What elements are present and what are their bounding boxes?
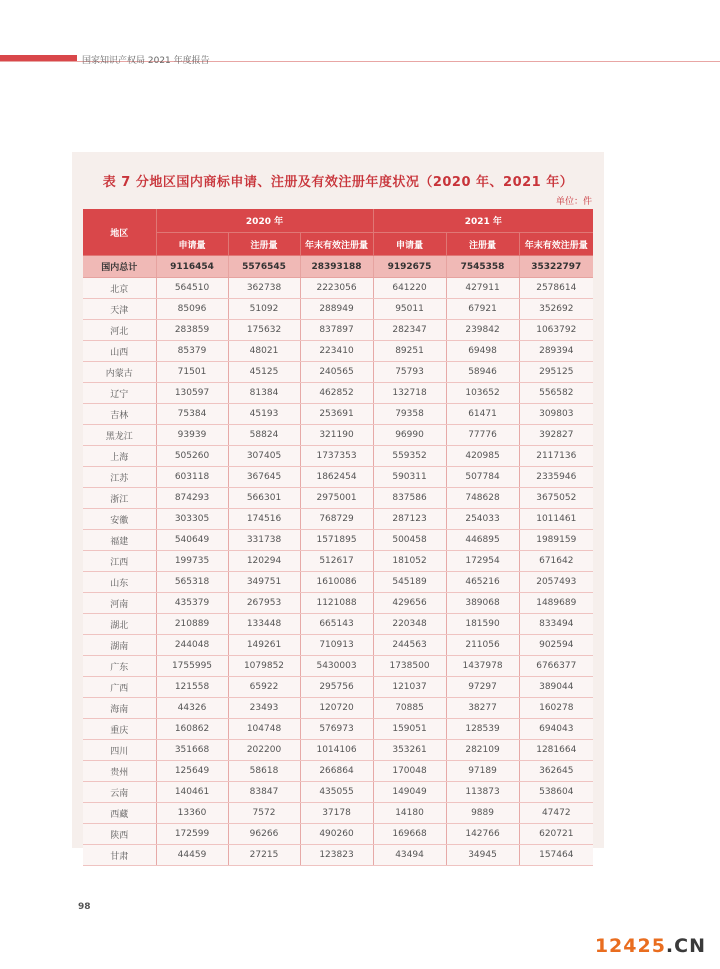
value-cell: 287123 bbox=[373, 509, 446, 530]
table-row bbox=[83, 572, 593, 593]
table-row bbox=[83, 698, 593, 719]
value-cell: 44326 bbox=[156, 698, 228, 719]
region-cell: 贵州 bbox=[83, 761, 156, 782]
table-row bbox=[83, 383, 593, 404]
region-cell: 重庆 bbox=[83, 719, 156, 740]
value-cell: 43494 bbox=[373, 845, 446, 866]
value-cell: 321190 bbox=[300, 425, 373, 446]
value-cell: 48021 bbox=[228, 341, 300, 362]
value-cell: 874293 bbox=[156, 488, 228, 509]
value-cell: 96990 bbox=[373, 425, 446, 446]
value-cell: 45193 bbox=[228, 404, 300, 425]
column-header: 注册量 bbox=[446, 233, 519, 256]
value-cell: 95011 bbox=[373, 299, 446, 320]
value-cell: 223410 bbox=[300, 341, 373, 362]
year-header-2021: 2021 年 bbox=[373, 209, 593, 233]
value-cell: 267953 bbox=[228, 593, 300, 614]
table-row bbox=[83, 740, 593, 761]
value-cell: 540649 bbox=[156, 530, 228, 551]
value-cell: 295756 bbox=[300, 677, 373, 698]
value-cell: 83847 bbox=[228, 782, 300, 803]
value-cell: 1437978 bbox=[446, 656, 519, 677]
value-cell: 353261 bbox=[373, 740, 446, 761]
value-cell: 239842 bbox=[446, 320, 519, 341]
region-cell: 福建 bbox=[83, 530, 156, 551]
value-cell: 288949 bbox=[300, 299, 373, 320]
value-cell: 121558 bbox=[156, 677, 228, 698]
value-cell: 309803 bbox=[519, 404, 593, 425]
column-header: 申请量 bbox=[156, 233, 228, 256]
region-cell: 甘肃 bbox=[83, 845, 156, 866]
value-cell: 85379 bbox=[156, 341, 228, 362]
value-cell: 77776 bbox=[446, 425, 519, 446]
table-body bbox=[83, 256, 593, 866]
value-cell: 37178 bbox=[300, 803, 373, 824]
table-row bbox=[83, 593, 593, 614]
table-row bbox=[83, 530, 593, 551]
value-cell: 67921 bbox=[446, 299, 519, 320]
value-cell: 507784 bbox=[446, 467, 519, 488]
value-cell: 9116454 bbox=[156, 256, 228, 278]
value-cell: 1737353 bbox=[300, 446, 373, 467]
value-cell: 23493 bbox=[228, 698, 300, 719]
value-cell: 1571895 bbox=[300, 530, 373, 551]
value-cell: 352692 bbox=[519, 299, 593, 320]
value-cell: 75384 bbox=[156, 404, 228, 425]
value-cell: 170048 bbox=[373, 761, 446, 782]
table-row bbox=[83, 761, 593, 782]
value-cell: 389044 bbox=[519, 677, 593, 698]
table-title: 表 7 分地区国内商标申请、注册及有效注册年度状况（2020 年、2021 年） bbox=[102, 175, 574, 190]
value-cell: 2335946 bbox=[519, 467, 593, 488]
year-header-2020: 2020 年 bbox=[156, 209, 373, 233]
table-row bbox=[83, 719, 593, 740]
table-row bbox=[83, 278, 593, 299]
value-cell: 500458 bbox=[373, 530, 446, 551]
table-row bbox=[83, 614, 593, 635]
trademark-table bbox=[83, 209, 593, 866]
value-cell: 1014106 bbox=[300, 740, 373, 761]
value-cell: 1011461 bbox=[519, 509, 593, 530]
value-cell: 1281664 bbox=[519, 740, 593, 761]
value-cell: 181052 bbox=[373, 551, 446, 572]
value-cell: 665143 bbox=[300, 614, 373, 635]
region-cell: 湖南 bbox=[83, 635, 156, 656]
value-cell: 465216 bbox=[446, 572, 519, 593]
value-cell: 113873 bbox=[446, 782, 519, 803]
value-cell: 748628 bbox=[446, 488, 519, 509]
value-cell: 51092 bbox=[228, 299, 300, 320]
value-cell: 169668 bbox=[373, 824, 446, 845]
region-cell: 北京 bbox=[83, 278, 156, 299]
table-row bbox=[83, 425, 593, 446]
value-cell: 349751 bbox=[228, 572, 300, 593]
value-cell: 13360 bbox=[156, 803, 228, 824]
column-header: 年末有效注册量 bbox=[519, 233, 593, 256]
value-cell: 694043 bbox=[519, 719, 593, 740]
value-cell: 556582 bbox=[519, 383, 593, 404]
value-cell: 65922 bbox=[228, 677, 300, 698]
table-row bbox=[83, 803, 593, 824]
table-row bbox=[83, 782, 593, 803]
column-header: 注册量 bbox=[228, 233, 300, 256]
value-cell: 576973 bbox=[300, 719, 373, 740]
value-cell: 123823 bbox=[300, 845, 373, 866]
value-cell: 149049 bbox=[373, 782, 446, 803]
value-cell: 641220 bbox=[373, 278, 446, 299]
table-row bbox=[83, 635, 593, 656]
value-cell: 34945 bbox=[446, 845, 519, 866]
unit-label: 单位：件 bbox=[555, 197, 592, 207]
region-cell: 西藏 bbox=[83, 803, 156, 824]
value-cell: 133448 bbox=[228, 614, 300, 635]
value-cell: 3675052 bbox=[519, 488, 593, 509]
value-cell: 1610086 bbox=[300, 572, 373, 593]
value-cell: 75793 bbox=[373, 362, 446, 383]
value-cell: 429656 bbox=[373, 593, 446, 614]
value-cell: 120294 bbox=[228, 551, 300, 572]
table-row bbox=[83, 446, 593, 467]
value-cell: 28393188 bbox=[300, 256, 373, 278]
value-cell: 160278 bbox=[519, 698, 593, 719]
value-cell: 44459 bbox=[156, 845, 228, 866]
value-cell: 282109 bbox=[446, 740, 519, 761]
value-cell: 253691 bbox=[300, 404, 373, 425]
column-header: 申请量 bbox=[373, 233, 446, 256]
value-cell: 367645 bbox=[228, 467, 300, 488]
value-cell: 58618 bbox=[228, 761, 300, 782]
table-row bbox=[83, 362, 593, 383]
value-cell: 283859 bbox=[156, 320, 228, 341]
value-cell: 103652 bbox=[446, 383, 519, 404]
value-cell: 462852 bbox=[300, 383, 373, 404]
value-cell: 1755995 bbox=[156, 656, 228, 677]
value-cell: 603118 bbox=[156, 467, 228, 488]
watermark-tld: CN bbox=[674, 935, 706, 957]
watermark-dot: . bbox=[665, 935, 675, 957]
value-cell: 392827 bbox=[519, 425, 593, 446]
region-cell: 内蒙古 bbox=[83, 362, 156, 383]
region-cell: 国内总计 bbox=[83, 256, 156, 278]
value-cell: 157464 bbox=[519, 845, 593, 866]
value-cell: 2223056 bbox=[300, 278, 373, 299]
value-cell: 2975001 bbox=[300, 488, 373, 509]
value-cell: 85096 bbox=[156, 299, 228, 320]
value-cell: 446895 bbox=[446, 530, 519, 551]
value-cell: 27215 bbox=[228, 845, 300, 866]
value-cell: 104748 bbox=[228, 719, 300, 740]
table-row bbox=[83, 509, 593, 530]
value-cell: 671642 bbox=[519, 551, 593, 572]
value-cell: 420985 bbox=[446, 446, 519, 467]
region-cell: 安徽 bbox=[83, 509, 156, 530]
value-cell: 58824 bbox=[228, 425, 300, 446]
table-row bbox=[83, 341, 593, 362]
value-cell: 1063792 bbox=[519, 320, 593, 341]
value-cell: 1989159 bbox=[519, 530, 593, 551]
value-cell: 512617 bbox=[300, 551, 373, 572]
value-cell: 362738 bbox=[228, 278, 300, 299]
value-cell: 435379 bbox=[156, 593, 228, 614]
region-cell: 山东 bbox=[83, 572, 156, 593]
region-cell: 河南 bbox=[83, 593, 156, 614]
value-cell: 266864 bbox=[300, 761, 373, 782]
value-cell: 5576545 bbox=[228, 256, 300, 278]
value-cell: 244563 bbox=[373, 635, 446, 656]
value-cell: 837586 bbox=[373, 488, 446, 509]
value-cell: 620721 bbox=[519, 824, 593, 845]
value-cell: 545189 bbox=[373, 572, 446, 593]
column-header: 年末有效注册量 bbox=[300, 233, 373, 256]
value-cell: 175632 bbox=[228, 320, 300, 341]
value-cell: 160862 bbox=[156, 719, 228, 740]
value-cell: 121037 bbox=[373, 677, 446, 698]
value-cell: 2057493 bbox=[519, 572, 593, 593]
value-cell: 295125 bbox=[519, 362, 593, 383]
value-cell: 120720 bbox=[300, 698, 373, 719]
value-cell: 125649 bbox=[156, 761, 228, 782]
value-cell: 1738500 bbox=[373, 656, 446, 677]
value-cell: 199735 bbox=[156, 551, 228, 572]
value-cell: 58946 bbox=[446, 362, 519, 383]
value-cell: 61471 bbox=[446, 404, 519, 425]
region-cell: 上海 bbox=[83, 446, 156, 467]
value-cell: 81384 bbox=[228, 383, 300, 404]
value-cell: 565318 bbox=[156, 572, 228, 593]
region-cell: 江西 bbox=[83, 551, 156, 572]
value-cell: 538604 bbox=[519, 782, 593, 803]
total-row bbox=[83, 256, 593, 278]
region-cell: 广东 bbox=[83, 656, 156, 677]
value-cell: 69498 bbox=[446, 341, 519, 362]
value-cell: 1079852 bbox=[228, 656, 300, 677]
value-cell: 331738 bbox=[228, 530, 300, 551]
value-cell: 97297 bbox=[446, 677, 519, 698]
value-cell: 38277 bbox=[446, 698, 519, 719]
table-row bbox=[83, 656, 593, 677]
value-cell: 240565 bbox=[300, 362, 373, 383]
region-cell: 云南 bbox=[83, 782, 156, 803]
table-row bbox=[83, 320, 593, 341]
region-cell: 天津 bbox=[83, 299, 156, 320]
value-cell: 130597 bbox=[156, 383, 228, 404]
table-row bbox=[83, 404, 593, 425]
value-cell: 289394 bbox=[519, 341, 593, 362]
value-cell: 132718 bbox=[373, 383, 446, 404]
value-cell: 159051 bbox=[373, 719, 446, 740]
value-cell: 142766 bbox=[446, 824, 519, 845]
value-cell: 140461 bbox=[156, 782, 228, 803]
region-cell: 河北 bbox=[83, 320, 156, 341]
value-cell: 902594 bbox=[519, 635, 593, 656]
value-cell: 427911 bbox=[446, 278, 519, 299]
value-cell: 710913 bbox=[300, 635, 373, 656]
value-cell: 6766377 bbox=[519, 656, 593, 677]
value-cell: 149261 bbox=[228, 635, 300, 656]
value-cell: 282347 bbox=[373, 320, 446, 341]
value-cell: 435055 bbox=[300, 782, 373, 803]
value-cell: 172954 bbox=[446, 551, 519, 572]
value-cell: 7572 bbox=[228, 803, 300, 824]
value-cell: 14180 bbox=[373, 803, 446, 824]
value-cell: 211056 bbox=[446, 635, 519, 656]
value-cell: 564510 bbox=[156, 278, 228, 299]
value-cell: 181590 bbox=[446, 614, 519, 635]
value-cell: 93939 bbox=[156, 425, 228, 446]
region-cell: 黑龙江 bbox=[83, 425, 156, 446]
value-cell: 71501 bbox=[156, 362, 228, 383]
value-cell: 5430003 bbox=[300, 656, 373, 677]
value-cell: 590311 bbox=[373, 467, 446, 488]
value-cell: 210889 bbox=[156, 614, 228, 635]
table-row bbox=[83, 845, 593, 866]
value-cell: 1121088 bbox=[300, 593, 373, 614]
region-cell: 吉林 bbox=[83, 404, 156, 425]
value-cell: 97189 bbox=[446, 761, 519, 782]
region-cell: 湖北 bbox=[83, 614, 156, 635]
value-cell: 172599 bbox=[156, 824, 228, 845]
value-cell: 362645 bbox=[519, 761, 593, 782]
value-cell: 505260 bbox=[156, 446, 228, 467]
watermark-number: 12425 bbox=[594, 935, 666, 957]
value-cell: 79358 bbox=[373, 404, 446, 425]
region-cell: 江苏 bbox=[83, 467, 156, 488]
value-cell: 490260 bbox=[300, 824, 373, 845]
value-cell: 89251 bbox=[373, 341, 446, 362]
value-cell: 202200 bbox=[228, 740, 300, 761]
table-row bbox=[83, 824, 593, 845]
value-cell: 351668 bbox=[156, 740, 228, 761]
region-cell: 陕西 bbox=[83, 824, 156, 845]
value-cell: 220348 bbox=[373, 614, 446, 635]
table-row bbox=[83, 677, 593, 698]
value-cell: 244048 bbox=[156, 635, 228, 656]
value-cell: 254033 bbox=[446, 509, 519, 530]
value-cell: 2117136 bbox=[519, 446, 593, 467]
value-cell: 303305 bbox=[156, 509, 228, 530]
table-row bbox=[83, 488, 593, 509]
value-cell: 559352 bbox=[373, 446, 446, 467]
region-cell: 浙江 bbox=[83, 488, 156, 509]
value-cell: 96266 bbox=[228, 824, 300, 845]
region-cell: 辽宁 bbox=[83, 383, 156, 404]
value-cell: 9889 bbox=[446, 803, 519, 824]
value-cell: 2578614 bbox=[519, 278, 593, 299]
value-cell: 837897 bbox=[300, 320, 373, 341]
value-cell: 7545358 bbox=[446, 256, 519, 278]
value-cell: 307405 bbox=[228, 446, 300, 467]
value-cell: 70885 bbox=[373, 698, 446, 719]
page-number: 98 bbox=[78, 902, 91, 912]
value-cell: 9192675 bbox=[373, 256, 446, 278]
value-cell: 35322797 bbox=[519, 256, 593, 278]
region-cell: 海南 bbox=[83, 698, 156, 719]
value-cell: 1489689 bbox=[519, 593, 593, 614]
value-cell: 1862454 bbox=[300, 467, 373, 488]
value-cell: 389068 bbox=[446, 593, 519, 614]
value-cell: 45125 bbox=[228, 362, 300, 383]
value-cell: 174516 bbox=[228, 509, 300, 530]
site-watermark bbox=[595, 935, 706, 957]
report-title: 国家知识产权局 2021 年度报告 bbox=[82, 56, 210, 66]
table-row bbox=[83, 299, 593, 320]
region-cell: 广西 bbox=[83, 677, 156, 698]
table-row bbox=[83, 467, 593, 488]
table-row bbox=[83, 551, 593, 572]
value-cell: 128539 bbox=[446, 719, 519, 740]
value-cell: 833494 bbox=[519, 614, 593, 635]
region-cell: 山西 bbox=[83, 341, 156, 362]
value-cell: 566301 bbox=[228, 488, 300, 509]
region-cell: 四川 bbox=[83, 740, 156, 761]
region-header: 地区 bbox=[83, 209, 156, 256]
value-cell: 47472 bbox=[519, 803, 593, 824]
value-cell: 768729 bbox=[300, 509, 373, 530]
